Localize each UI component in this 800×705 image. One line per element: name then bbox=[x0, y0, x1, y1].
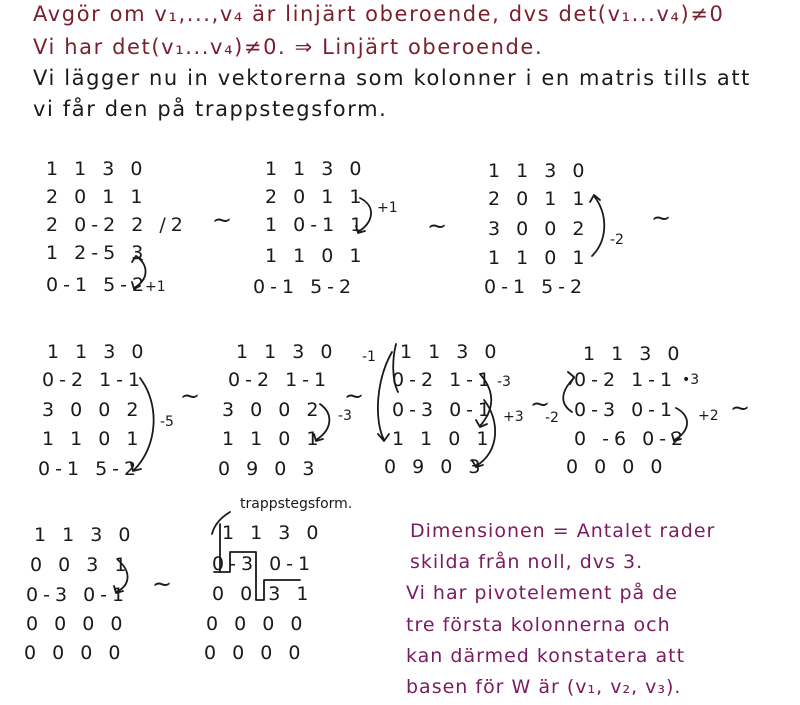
matrix-row: 0 0 0 0 bbox=[206, 613, 308, 635]
conclusion-line: basen för W är (v₁, v₂, v₃). bbox=[406, 676, 682, 698]
header-line-2: Vi har det(v₁...v₄)≠0. ⇒ Linjärt oberoende. bbox=[33, 35, 544, 59]
matrix-row: 0 0 3 1 bbox=[30, 554, 132, 576]
matrix-row: 0-1 5-2 bbox=[484, 276, 588, 298]
matrix-row: 2 0-2 2 /2 bbox=[46, 214, 188, 236]
matrix-row: 1 1 3 0 bbox=[222, 522, 324, 544]
matrix-row: 3 0 0 2 bbox=[42, 399, 144, 421]
matrix-row: 2 0 1 1 bbox=[265, 186, 367, 208]
row-op-arrow bbox=[674, 408, 687, 440]
matrix-row: 1 0-1 1 bbox=[265, 214, 368, 236]
matrix-row: 1 1 0 1 bbox=[222, 428, 324, 450]
matrix-row: 0 0 0 0 bbox=[24, 642, 126, 664]
tilde-sign: ~ bbox=[212, 206, 233, 234]
matrix-row: 1 1 3 0 bbox=[400, 341, 502, 363]
matrix-row: 0-2 1-1 bbox=[574, 369, 678, 391]
row-op-arrow bbox=[393, 344, 398, 392]
matrix-row: 1 1 0 1 bbox=[392, 428, 494, 450]
row-op-arrow bbox=[592, 196, 604, 256]
row-op-arrow bbox=[116, 560, 128, 592]
matrix-row: 1 1 3 0 bbox=[583, 343, 685, 365]
row-op-arrow bbox=[134, 378, 154, 470]
tilde-sign: ~ bbox=[152, 570, 173, 598]
matrix-row: 0-1 5-2 bbox=[253, 276, 357, 298]
matrix-row: 0-1 5-2 bbox=[38, 458, 142, 480]
arrow-head bbox=[472, 460, 483, 467]
matrix-row: 1 1 3 0 bbox=[46, 158, 148, 180]
matrix-row: 0-3 0-1 bbox=[212, 553, 316, 575]
matrix-row: 0-2 1-1 bbox=[392, 369, 496, 391]
matrix-row: 0-2 1-1 bbox=[42, 369, 146, 391]
header-line-4: vi får den på trappstegsform. bbox=[33, 97, 388, 121]
matrix-row: 0-2 1-1 bbox=[228, 369, 332, 391]
conclusion-line: tre första kolonnerna och bbox=[406, 614, 671, 636]
row-op-label: -5 bbox=[160, 414, 174, 430]
tilde-sign: ~ bbox=[344, 382, 365, 410]
row-op-label: +2 bbox=[698, 408, 719, 424]
row-op-label: -1 bbox=[362, 349, 376, 365]
row-op-arrow bbox=[358, 198, 371, 232]
matrix-row: 0 -6 0-2 bbox=[574, 428, 689, 450]
matrix-row: 0 9 0 3 bbox=[218, 458, 320, 480]
matrix-row: 2 0 1 1 bbox=[46, 186, 148, 208]
matrix-row: 1 2-5 3 bbox=[46, 242, 149, 264]
matrix-row: 0 0 3 1 bbox=[212, 583, 314, 605]
row-op-label: -3 bbox=[338, 408, 352, 424]
matrix-row: 0-3 0-1 bbox=[574, 399, 678, 421]
row-op-arrow bbox=[316, 404, 329, 440]
row-op-label: +1 bbox=[145, 279, 166, 295]
conclusion-line: Dimensionen = Antalet rader bbox=[410, 520, 716, 542]
matrix-row: 1 1 0 1 bbox=[488, 247, 590, 269]
header-line-3: Vi lägger nu in vektorerna som kolonner i en matris tills att bbox=[33, 66, 751, 90]
matrix-row: 1 1 3 0 bbox=[265, 158, 367, 180]
row-op-label: •3 bbox=[682, 372, 700, 388]
row-op-label: +1 bbox=[377, 200, 398, 216]
row-op-label: -3 bbox=[497, 374, 511, 390]
staircase-pointer bbox=[212, 512, 230, 534]
row-op-arrow bbox=[476, 400, 495, 466]
conclusion-line: skilda från noll, dvs 3. bbox=[410, 551, 644, 573]
matrix-row: 0 9 0 3 bbox=[384, 456, 486, 478]
row-op-arrow bbox=[480, 374, 491, 426]
row-op-arrow bbox=[134, 256, 146, 288]
row-op-label: +3 bbox=[503, 409, 524, 425]
conclusion-line: Vi har pivotelement på de bbox=[406, 582, 678, 604]
matrix-row: 0-3 0-1 bbox=[392, 399, 496, 421]
matrix-row: 0 0 0 0 bbox=[566, 456, 668, 478]
matrix-row: 1 1 0 1 bbox=[265, 245, 367, 267]
matrix-row: 1 1 3 0 bbox=[34, 524, 136, 546]
tilde-sign: ~ bbox=[180, 382, 201, 410]
staircase-line bbox=[220, 524, 300, 600]
matrix-row: 1 1 3 0 bbox=[488, 160, 590, 182]
arrow-head bbox=[568, 372, 574, 384]
matrix-row: 1 1 3 0 bbox=[236, 341, 338, 363]
matrix-row: 2 0 1 1 bbox=[488, 188, 590, 210]
tilde-sign: ~ bbox=[730, 394, 751, 422]
conclusion-line: kan därmed konstatera att bbox=[406, 645, 686, 667]
row-op-label: -2 bbox=[545, 410, 559, 426]
row-op-arrow bbox=[563, 378, 574, 412]
staircase-label: trappstegsform. bbox=[240, 496, 353, 512]
matrix-row: 1 1 3 0 bbox=[47, 341, 149, 363]
tilde-sign: ~ bbox=[427, 212, 448, 240]
row-op-arrow bbox=[378, 352, 392, 440]
matrix-row: 3 0 0 2 bbox=[488, 218, 590, 240]
matrix-row: 0 0 0 0 bbox=[204, 642, 306, 664]
row-op-label: -2 bbox=[610, 232, 624, 248]
matrix-row: 0 0 0 0 bbox=[26, 613, 128, 635]
tilde-sign: ~ bbox=[651, 204, 672, 232]
tilde-sign: ~ bbox=[530, 390, 551, 418]
matrix-row: 1 1 0 1 bbox=[42, 428, 144, 450]
matrix-row: 0-1 5-2 bbox=[46, 274, 150, 296]
matrix-row: 3 0 0 2 bbox=[222, 399, 324, 421]
header-line-1: Avgör om v₁,...,v₄ är linjärt oberoende, dvs det(v₁...v₄)≠0 bbox=[33, 2, 725, 26]
matrix-row: 0-3 0-1 bbox=[26, 584, 130, 606]
